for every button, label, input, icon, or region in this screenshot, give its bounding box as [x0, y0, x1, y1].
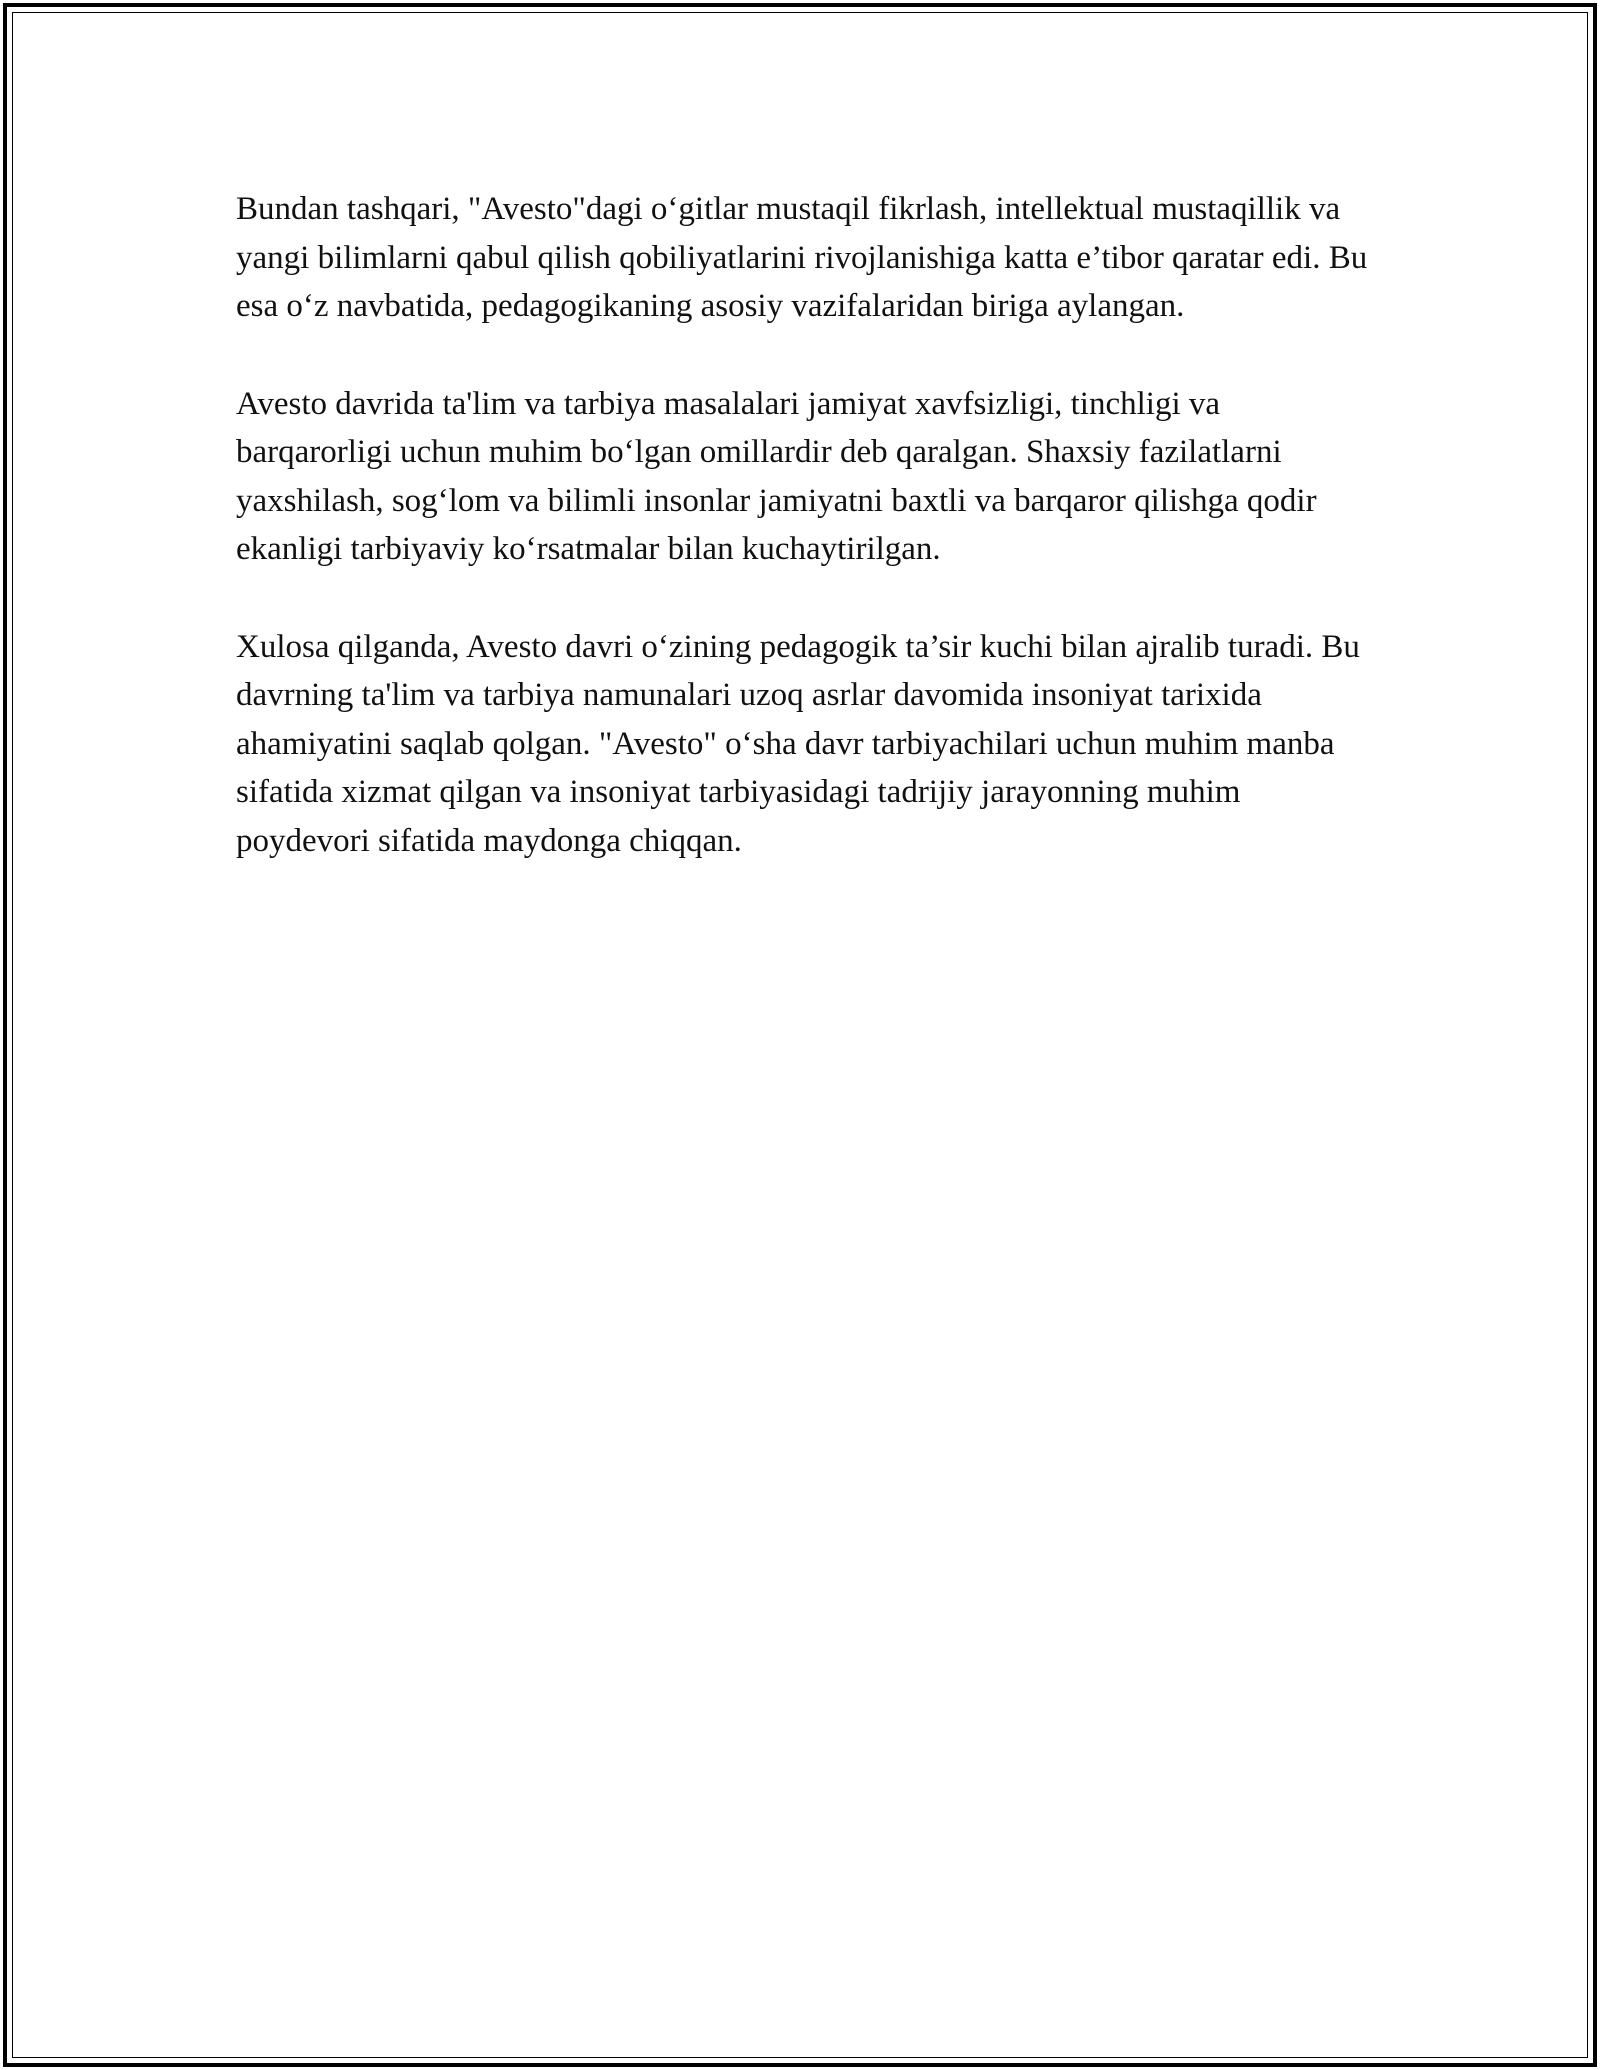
paragraph-2: Avesto davrida ta'lim va tarbiya masalalari jamiyat xavfsizligi, tinchligi va barqarorligi uchun muhim boʻlgan omillardir deb qaralgan. Shaxsiy fazilatlarni yaxshilash, sogʻlom va bilimli insonlar jamiyatni baxtli va barqaror qilishga qodir ekanligi tarbiyaviy koʻrsatmalar bilan kuchaytirilgan. — [236, 385, 1317, 567]
paragraph-1: Bundan tashqari, "Avesto"dagi oʻgitlar mustaqil fikrlash, intellektual mustaqillik va yangi bilimlarni qabul qilish qobiliyatlarini rivojlanishiga katta e’tibor qaratar edi. Bu esa oʻz navbatida, pedagogikaning asosiy vazifalaridan biriga aylangan. — [236, 191, 1368, 324]
paragraph-3: Xulosa qilganda, Avesto davri oʻzining pedagogik ta’sir kuchi bilan ajralib turadi. Bu davrning ta'lim va tarbiya namunalari uzoq asrlar davomida insoniyat tarixida ahamiyatini saqlab qolgan. "Avesto" oʻsha davr tarbiyachilari uchun muhim manba sifatida xizmat qilgan va insoniyat tarbiyasidagi tadrijiy jarayonning muhim poydevori sifatida maydonga chiqqan. — [236, 628, 1360, 859]
document-body — [236, 185, 1376, 914]
